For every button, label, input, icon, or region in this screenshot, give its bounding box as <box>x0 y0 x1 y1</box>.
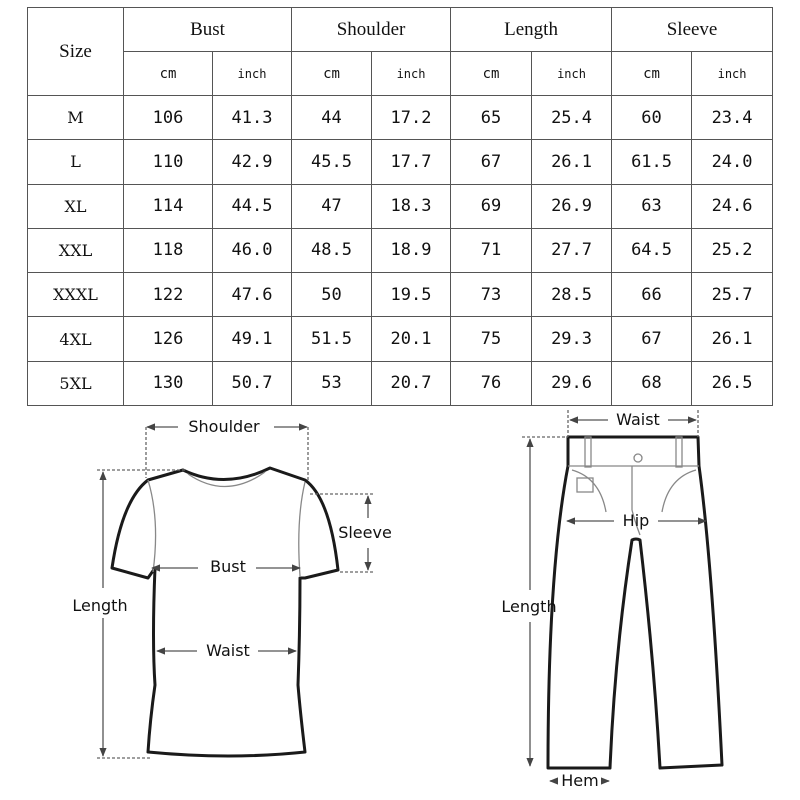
size-cell: 4XL <box>28 317 124 361</box>
unit-inch-header: inch <box>213 52 292 96</box>
measurement-cell: 19.5 <box>372 273 451 317</box>
table-row <box>28 228 773 272</box>
measurement-cell: 71 <box>451 228 532 272</box>
size-chart-table <box>27 7 773 406</box>
pants-waist-label: Waist <box>616 410 660 429</box>
measurement-cell: 63 <box>612 184 692 228</box>
measurement-cell: 51.5 <box>292 317 372 361</box>
unit-cm-header: cm <box>292 52 372 96</box>
measurement-cell: 69 <box>451 184 532 228</box>
table-row <box>28 273 773 317</box>
measurement-cell: 68 <box>612 361 692 405</box>
measurement-cell: 75 <box>451 317 532 361</box>
measurement-cell: 18.9 <box>372 228 451 272</box>
pants-outline <box>548 437 722 768</box>
measurement-cell: 29.3 <box>532 317 612 361</box>
measurement-cell: 118 <box>124 228 213 272</box>
tshirt-outline <box>112 468 338 756</box>
measurement-cell: 28.5 <box>532 273 612 317</box>
tshirt-length-label: Length <box>72 596 128 615</box>
size-cell: XXL <box>28 228 124 272</box>
measurement-cell: 64.5 <box>612 228 692 272</box>
measurement-cell: 25.4 <box>532 96 612 140</box>
measurement-cell: 26.1 <box>532 140 612 184</box>
measurement-cell: 27.7 <box>532 228 612 272</box>
measurement-cell: 24.6 <box>692 184 773 228</box>
unit-inch-header: inch <box>532 52 612 96</box>
measurement-cell: 25.7 <box>692 273 773 317</box>
measurement-cell: 18.3 <box>372 184 451 228</box>
measurement-cell: 67 <box>451 140 532 184</box>
measurement-cell: 17.7 <box>372 140 451 184</box>
measurement-cell: 26.9 <box>532 184 612 228</box>
measurement-cell: 50 <box>292 273 372 317</box>
size-cell: M <box>28 96 124 140</box>
shoulder-column-header: Shoulder <box>292 8 451 52</box>
measurement-cell: 65 <box>451 96 532 140</box>
measurement-cell: 26.5 <box>692 361 773 405</box>
measurement-cell: 26.1 <box>692 317 773 361</box>
size-cell: L <box>28 140 124 184</box>
size-column-header: Size <box>28 8 124 96</box>
measurement-cell: 106 <box>124 96 213 140</box>
unit-inch-header: inch <box>692 52 773 96</box>
unit-cm-header: cm <box>124 52 213 96</box>
measurement-cell: 67 <box>612 317 692 361</box>
unit-cm-header: cm <box>612 52 692 96</box>
pants-length-label: Length <box>501 597 557 616</box>
size-cell: XXXL <box>28 273 124 317</box>
measurement-cell: 66 <box>612 273 692 317</box>
measurement-cell: 44.5 <box>213 184 292 228</box>
measurement-cell: 130 <box>124 361 213 405</box>
size-cell: XL <box>28 184 124 228</box>
hem-label: Hem <box>561 771 599 790</box>
measurement-cell: 61.5 <box>612 140 692 184</box>
table-row <box>28 361 773 405</box>
length-column-header: Length <box>451 8 612 52</box>
measurement-cell: 44 <box>292 96 372 140</box>
measurement-cell: 23.4 <box>692 96 773 140</box>
measurement-cell: 47 <box>292 184 372 228</box>
measurement-cell: 45.5 <box>292 140 372 184</box>
measurement-cell: 73 <box>451 273 532 317</box>
tshirt-illustration <box>72 417 391 758</box>
table-row <box>28 140 773 184</box>
measurement-cell: 25.2 <box>692 228 773 272</box>
measurement-cell: 48.5 <box>292 228 372 272</box>
hip-label: Hip <box>622 511 650 530</box>
table-row <box>28 96 773 140</box>
measurement-cell: 46.0 <box>213 228 292 272</box>
sleeve-column-header: Sleeve <box>612 8 773 52</box>
measurement-cell: 24.0 <box>692 140 773 184</box>
measurement-cell: 110 <box>124 140 213 184</box>
measurement-cell: 76 <box>451 361 532 405</box>
bust-label: Bust <box>210 557 246 576</box>
shoulder-label: Shoulder <box>188 417 260 436</box>
measurement-cell: 41.3 <box>213 96 292 140</box>
unit-inch-header: inch <box>372 52 451 96</box>
measurement-cell: 29.6 <box>532 361 612 405</box>
unit-cm-header: cm <box>451 52 532 96</box>
measurement-cell: 122 <box>124 273 213 317</box>
measurement-cell: 20.7 <box>372 361 451 405</box>
measurement-diagram <box>0 408 800 800</box>
measurement-cell: 53 <box>292 361 372 405</box>
tshirt-waist-label: Waist <box>206 641 250 660</box>
sleeve-label: Sleeve <box>338 523 392 542</box>
table-row <box>28 184 773 228</box>
measurement-cell: 126 <box>124 317 213 361</box>
measurement-cell: 47.6 <box>213 273 292 317</box>
size-table-body <box>28 96 773 406</box>
table-row <box>28 317 773 361</box>
measurement-cell: 49.1 <box>213 317 292 361</box>
pants-illustration <box>501 410 722 790</box>
measurement-cell: 50.7 <box>213 361 292 405</box>
size-cell: 5XL <box>28 361 124 405</box>
measurement-cell: 114 <box>124 184 213 228</box>
bust-column-header: Bust <box>124 8 292 52</box>
measurement-cell: 20.1 <box>372 317 451 361</box>
measurement-cell: 17.2 <box>372 96 451 140</box>
measurement-cell: 60 <box>612 96 692 140</box>
measurement-cell: 42.9 <box>213 140 292 184</box>
